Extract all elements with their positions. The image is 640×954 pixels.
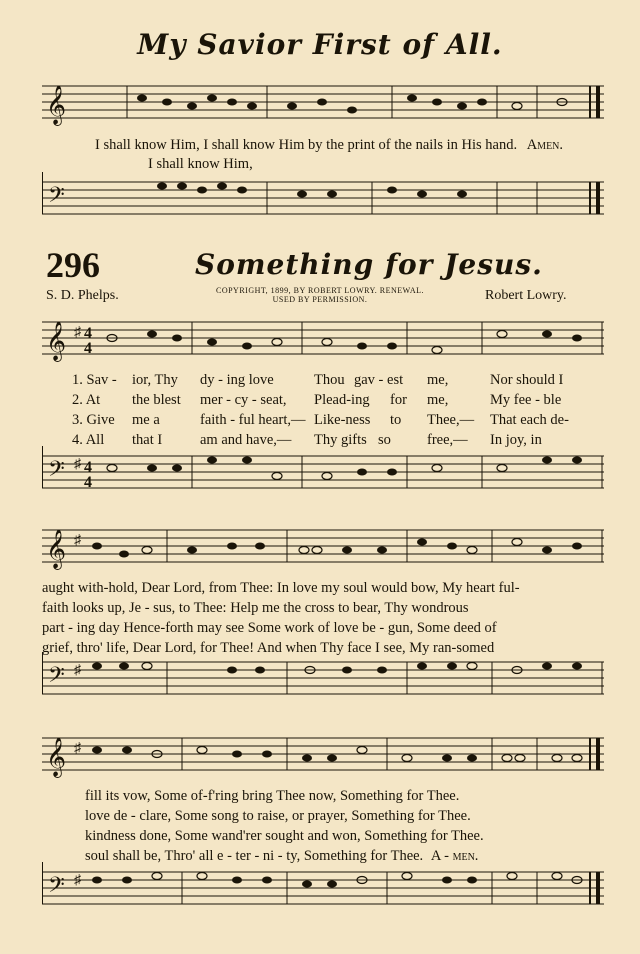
- verse-3-line: kindness done, Some wand'rer sought and won, Something for Thee.: [85, 828, 484, 844]
- verse-3-line: 3. Give me a faith - ful heart,— Like-ness to Thee,— That each de-: [72, 412, 569, 428]
- system-3-lyrics: [85, 786, 484, 866]
- verse-4-line: grief, thro' life, Dear Lord, for Thee! And when Thy face I see, My ran-somed: [42, 640, 495, 656]
- svg-text:4: 4: [84, 325, 92, 342]
- verse-2-line: love de - clare, Some song to raise, or prayer, Something for Thee.: [85, 808, 471, 824]
- amen-lyric: A - men.: [430, 848, 479, 864]
- svg-text:4: 4: [84, 340, 92, 357]
- system-2-lyrics: [42, 578, 520, 658]
- svg-text:♯: ♯: [74, 457, 81, 472]
- staff-system-2-bass: [42, 652, 604, 706]
- verse-2-line: 2. At the blest mer - cy - seat, Plead-ing for me, My fee - ble: [72, 392, 562, 408]
- svg-text:𝄞: 𝄞: [46, 739, 67, 776]
- verse-4-line: soul shall be, Thro' all e - ter - ni - ty, Something for Thee. A - men.: [85, 848, 479, 864]
- svg-text:4: 4: [84, 459, 92, 476]
- verse-1-line: aught with-hold, Dear Lord, from Thee: In love my soul would bow, My heart ful-: [42, 580, 520, 596]
- svg-text:♯: ♯: [74, 325, 81, 340]
- staff-system-top-treble: [42, 80, 604, 130]
- svg-text:♯: ♯: [74, 873, 81, 888]
- previous-hymn-lyric: I shall know Him, I shall know Him by the print of the nails in His hand. Amen.: [95, 137, 564, 153]
- verse-3-line: part - ing day Hence-forth may see Some work of love be - gun, Some deed of: [42, 620, 497, 636]
- previous-hymn-echo-lyric: I shall know Him,: [148, 156, 253, 172]
- staff-system-3-bass: [42, 862, 604, 916]
- verse-1-line: 1. Sav - ior, Thy dy - ing love Thou gav - est me, Nor should I: [72, 372, 564, 388]
- hymn-composer: Robert Lowry.: [485, 288, 567, 303]
- hymn-title: Something for Jesus.: [195, 248, 543, 281]
- svg-text:𝄞: 𝄞: [46, 87, 67, 124]
- hymn-author: S. D. Phelps.: [46, 288, 119, 303]
- staff-system-1-treble: [42, 312, 604, 366]
- svg-text:♯: ♯: [74, 663, 81, 678]
- verse-1-line: fill its vow, Some of-f'ring bring Thee now, Something for Thee.: [85, 788, 460, 804]
- staff-system-1-bass: [42, 446, 604, 500]
- svg-text:𝄞: 𝄞: [46, 323, 67, 360]
- svg-text:𝄢: 𝄢: [48, 457, 65, 486]
- verse-2-line: faith looks up, Je - sus, to Thee: Help me the cross to bear, Thy wondrous: [42, 600, 469, 616]
- copyright-notice: COPYRIGHT, 1899, BY ROBERT LOWRY. RENEWAL. USED BY PERMISSION.: [215, 286, 424, 304]
- svg-text:𝄢: 𝄢: [48, 663, 65, 692]
- svg-text:𝄞: 𝄞: [46, 531, 67, 568]
- staff-system-2-treble: [42, 520, 604, 574]
- previous-hymn-title: My Savior First of All.: [137, 28, 503, 61]
- staff-system-3-treble: [42, 728, 604, 782]
- hymn-number: 296: [46, 245, 100, 285]
- svg-text:𝄢: 𝄢: [48, 183, 65, 212]
- verse-4-line: 4. All that I am and have,— Thy gifts so free,— In joy, in: [72, 432, 542, 448]
- svg-text:♯: ♯: [74, 741, 81, 756]
- svg-text:𝄢: 𝄢: [48, 873, 65, 902]
- svg-text:4: 4: [84, 474, 92, 491]
- system-1-lyrics: [72, 370, 612, 450]
- svg-text:♯: ♯: [74, 533, 81, 548]
- staff-system-top-bass: [42, 172, 604, 222]
